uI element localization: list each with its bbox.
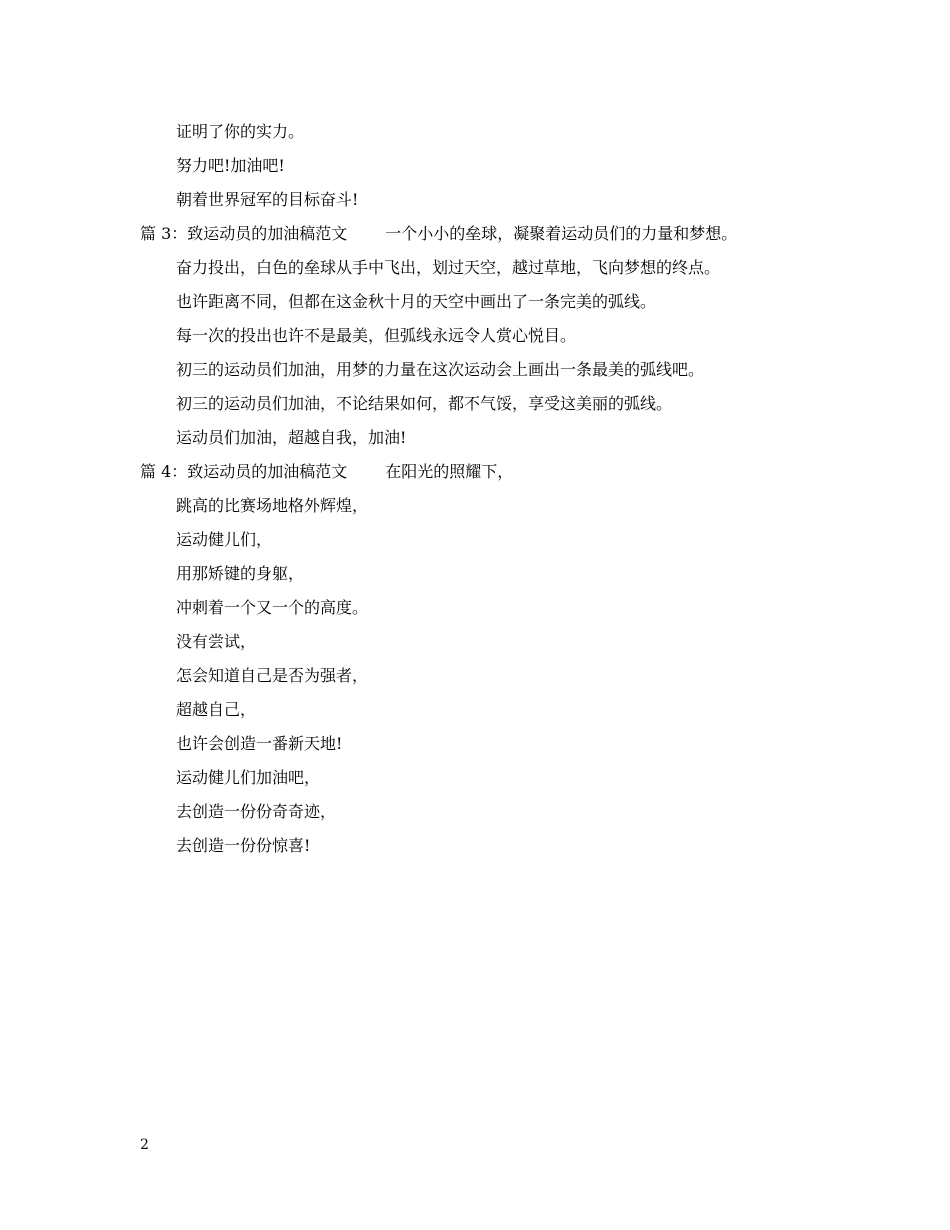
page-number: 2 <box>140 1137 149 1153</box>
paragraph-line: 初三的运动员们加油，不论结果如何，都不气馁，享受这美丽的弧线。 <box>176 394 673 413</box>
paragraph-line: 每一次的投出也许不是最美，但弧线永远令人赏心悦目。 <box>176 326 577 345</box>
paragraph-line: 也许会创造一番新天地! <box>176 734 343 753</box>
paragraph-line: 冲刺着一个又一个的高度。 <box>176 598 369 617</box>
section-heading-line <box>140 455 840 489</box>
paragraph-line: 超越自己， <box>176 700 257 719</box>
paragraph-line: 努力吧!加油吧! <box>176 156 285 175</box>
paragraph-line: 没有尝试， <box>176 632 257 651</box>
paragraph-line: 去创造一份份惊喜! <box>176 836 311 855</box>
paragraph-line: 证明了你的实力。 <box>176 122 305 141</box>
paragraph-line: 怎会知道自己是否为强者， <box>176 666 369 685</box>
paragraph-line: 也许距离不同，但都在这金秋十月的天空中画出了一条完美的弧线。 <box>176 292 657 311</box>
section-heading-text: 一个小小的垒球，凝聚着运动员们的力量和梦想。 <box>385 224 738 243</box>
section-heading-text: 在阳光的照耀下， <box>385 462 514 481</box>
paragraph-line: 运动员们加油，超越自我，加油! <box>176 428 407 447</box>
paragraph-line: 跳高的比赛场地格外辉煌， <box>176 496 369 515</box>
paragraph-line: 奋力投出，白色的垒球从手中飞出，划过天空，越过草地，飞向梦想的终点。 <box>176 258 721 277</box>
paragraph-line: 去创造一份份奇奇迹， <box>176 802 337 821</box>
section-heading-title: 篇 3：致运动员的加油稿范文 <box>140 224 348 243</box>
paragraph-line: 朝着世界冠军的目标奋斗! <box>176 190 359 209</box>
section-heading-line <box>140 217 840 251</box>
section-heading-title: 篇 4：致运动员的加油稿范文 <box>140 462 348 481</box>
paragraph-line: 运动健儿们， <box>176 530 273 549</box>
paragraph-line: 用那矫键的身躯， <box>176 564 305 583</box>
paragraph-line: 运动健儿们加油吧， <box>176 768 321 787</box>
document-body <box>140 115 840 863</box>
paragraph-line: 初三的运动员们加油，用梦的力量在这次运动会上画出一条最美的弧线吧。 <box>176 360 705 379</box>
